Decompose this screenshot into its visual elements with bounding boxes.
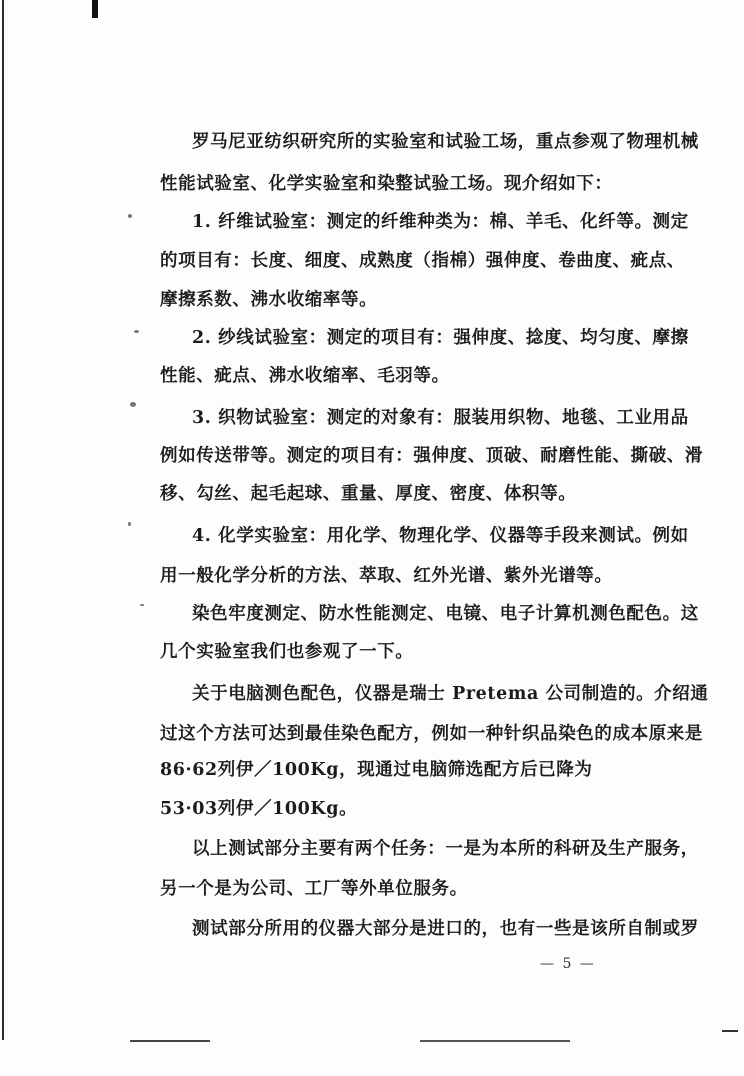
text-line: 测试部分所用的仪器大部分是进口的，也有一些是该所自制或罗 xyxy=(192,919,699,939)
text-line: 性能、疵点、沸水收缩率、毛羽等。 xyxy=(160,366,450,386)
text-line: 1. 纤维试验室：测定的纤维种类为：棉、羊毛、化纤等。测定 xyxy=(192,212,689,232)
page-number: — 5 — xyxy=(540,956,596,972)
text-line: 3. 织物试验室：测定的对象有：服装用织物、地毯、工业用品 xyxy=(192,408,689,428)
text-line: 罗马尼亚纺织研究所的实验室和试验工场，重点参观了物理机械 xyxy=(192,132,699,152)
text-line: 关于电脑测色配色，仪器是瑞士 Pretema 公司制造的。介绍通 xyxy=(192,684,709,704)
text-line: 另一个是为公司、工厂等外单位服务。 xyxy=(160,879,468,899)
text-line: 53·03列伊／100Kg。 xyxy=(160,799,358,819)
scan-edge-line xyxy=(2,0,4,1040)
scan-speck xyxy=(128,214,132,218)
text-line: 用一般化学分析的方法、萃取、红外光谱、紫外光谱等。 xyxy=(160,566,613,586)
text-line: 过这个方法可达到最佳染色配方，例如一种针织品染色的成本原来是 xyxy=(160,724,703,744)
scan-speck xyxy=(128,522,131,526)
scan-speck xyxy=(130,402,136,407)
scan-line xyxy=(130,1040,210,1042)
text-line: 性能试验室、化学实验室和染整试验工场。现介绍如下： xyxy=(160,174,613,194)
text-line: 几个实验室我们也参观了一下。 xyxy=(160,642,414,662)
text-line: 2. 纱线试验室：测定的项目有：强伸度、捻度、均匀度、摩擦 xyxy=(192,328,689,348)
text-line: 86·62列伊／100Kg，现通过电脑筛选配方后已降为 xyxy=(160,760,593,780)
scan-mark xyxy=(722,1030,738,1032)
text-line: 的项目有：长度、细度、成熟度（指棉）强伸度、卷曲度、疵点、 xyxy=(160,251,685,271)
scan-speck xyxy=(134,330,139,333)
scan-line xyxy=(420,1040,570,1042)
scan-speck xyxy=(140,604,144,606)
text-line: 染色牢度测定、防水性能测定、电镜、电子计算机测色配色。这 xyxy=(192,604,699,624)
text-line: 以上测试部分主要有两个任务：一是为本所的科研及生产服务， xyxy=(192,839,699,859)
text-line: 4. 化学实验室：用化学、物理化学、仪器等手段来测试。例如 xyxy=(192,526,689,546)
text-line: 例如传送带等。测定的项目有：强伸度、顶破、耐磨性能、撕破、滑 xyxy=(160,446,703,466)
text-line: 摩擦系数、沸水收缩率等。 xyxy=(160,290,378,310)
text-line: 移、勾丝、起毛起球、重量、厚度、密度、体积等。 xyxy=(160,484,577,504)
scan-mark xyxy=(92,0,98,18)
